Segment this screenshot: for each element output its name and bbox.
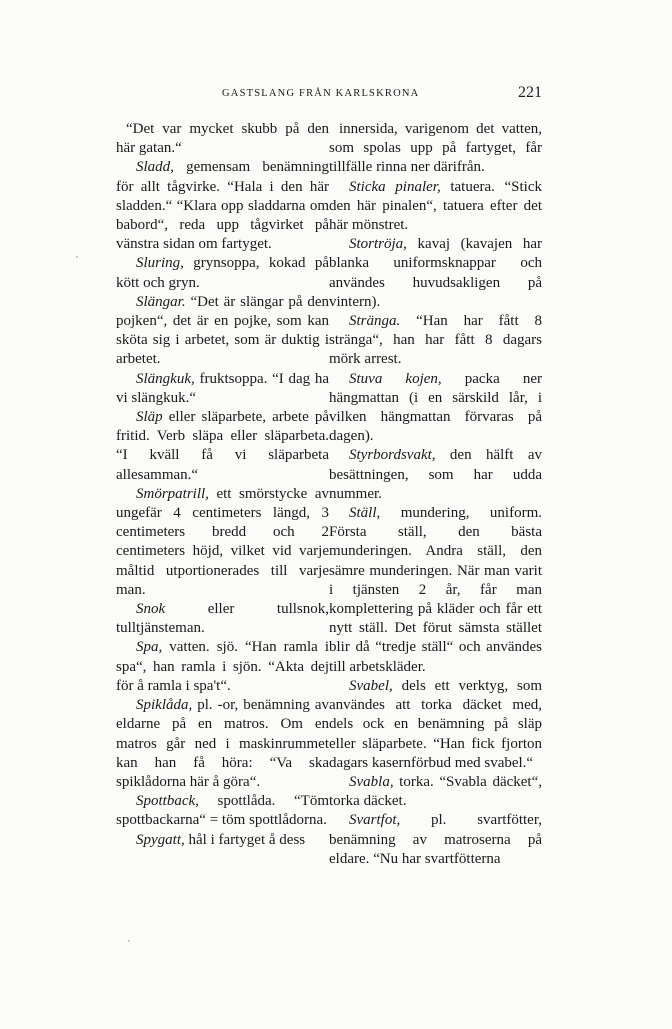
dictionary-entry: [329, 235, 542, 312]
entry-term: Styrbordsvakt,: [349, 447, 436, 464]
dictionary-entry: [116, 638, 329, 696]
entry-definition: “Det är slängar på den pojken“, det är en pojke, som kan sköta sig i arbetet, som är duktig i arbetet.: [116, 293, 329, 368]
dictionary-entry: [116, 792, 329, 830]
entry-definition: innersida, varigenom det vatten, som spolas upp på fartyget, får tillfälle rinna ner därifrån.: [329, 121, 542, 176]
scan-speck: [128, 940, 130, 942]
entry-definition: vatten. sjö. “Han ramla i spa“, han ramla i sjön. “Akta dej för å ramla i spa't“.: [116, 639, 329, 694]
entry-definition: “Han har fått 8 stränga“, han har fått 8 dagars mörk arrest.: [329, 313, 542, 368]
entry-term: Ställ,: [349, 505, 381, 522]
dictionary-entry: [116, 831, 329, 850]
entry-term: Släp: [136, 409, 163, 426]
entry-term: Spygatt,: [136, 831, 185, 848]
dictionary-entry: [116, 120, 329, 158]
dictionary-entry: [329, 504, 542, 677]
entry-definition: eller släparbete, arbete på fritid. Verb släpa eller släparbeta. “I kväll få vi släparbeta allesamman.“: [116, 409, 329, 483]
entry-definition: pl. svartfötter, benämning av matroserna på eldare. “Nu har svartfötterna: [329, 812, 542, 867]
entry-definition: hål i fartyget å dess: [184, 831, 306, 848]
dictionary-entry: [329, 811, 542, 869]
entry-definition: pl. -or, benämning av eldarne på en matros. Om en matros går ned i maskinrummet kan han få höra: “Va ska spiklådorna här å göra“.: [116, 697, 329, 790]
dictionary-entry: [329, 312, 542, 370]
entry-term: Stortröja,: [349, 236, 407, 253]
entry-term: Slängar.: [136, 293, 186, 310]
dictionary-entry: [116, 370, 329, 408]
running-header: [0, 84, 672, 108]
entry-definition: dels ett verktyg, som användes att torka däcket med, dels ock en benämning på släp eller släparbete. “Han fick fjorton dagars kasernförbud med svabel.“: [329, 677, 542, 771]
entry-term: Svabel,: [349, 677, 393, 694]
entry-definition: ett smörstycke av ungefär 4 centimeters längd, 3 centimeters bredd och 2 centimeters höjd, vilket vid varje måltid utportionerades till varje man.: [116, 485, 329, 598]
entry-definition: mundering, uniform. Första ställ, den bästa munderingen. Andra ställ, den sämre munderingen. När man varit i tjänsten 2 år, får man komplettering på kläder och får ett nytt ställ. Det förut sämsta stället blir då “tredje ställ“ och användes till arbetskläder.: [329, 505, 542, 675]
entry-definition: den hälft av besättningen, som har udda nummer.: [329, 447, 542, 502]
entry-term: Sladd,: [136, 159, 174, 176]
dictionary-entry: [116, 408, 329, 485]
dictionary-entry: [116, 485, 329, 600]
entry-term: Svabla,: [349, 773, 394, 790]
dictionary-entry: [116, 600, 329, 638]
entry-definition: packa ner hängmattan (i en särskild lår, i vilken hängmattan förvaras på dagen).: [329, 370, 542, 445]
entry-term: Stränga.: [349, 313, 401, 330]
entry-definition: fruktsoppa. “I dag ha vi slängkuk.“: [116, 370, 329, 406]
entry-definition: kavaj (kavajen har blanka uniformsknappar och användes huvudsakligen på vintern).: [329, 236, 542, 310]
entry-term: Stuva kojen,: [349, 370, 442, 387]
entry-term: Spa,: [136, 639, 163, 656]
entry-definition: torka. “Svabla däcket“, torka däcket.: [329, 773, 542, 810]
entry-term: Slängkuk,: [136, 370, 195, 387]
page-number: 221: [518, 84, 542, 101]
right-column: [329, 120, 542, 869]
entry-definition: “Det var mycket skubb på den här gatan.“: [116, 121, 329, 157]
left-column: [116, 120, 329, 850]
entry-definition: gemensam benämning för allt tågvirke. “Hala i den här sladden.“ “Klara opp sladdarna om babord“, reda upp tågvirket på vänstra sidan om fartyget.: [116, 159, 329, 253]
scan-speck: [76, 256, 78, 258]
dictionary-entry: [329, 178, 542, 236]
entry-definition: spottlåda. “Töm spottbackarna“ = töm spottlådorna.: [116, 793, 329, 829]
dictionary-entry: [329, 677, 542, 773]
dictionary-entry: [116, 696, 329, 792]
entry-definition: eller tullsnok, tulltjänsteman.: [116, 601, 329, 637]
entry-definition: grynsoppa, kokad på kött och gryn.: [116, 255, 329, 291]
entry-term: Spottback,: [136, 793, 199, 810]
dictionary-entry: [329, 773, 542, 811]
entry-term: Sluring,: [136, 255, 184, 272]
entry-term: Snok: [136, 601, 166, 618]
dictionary-entry: [116, 254, 329, 292]
entry-term: Smörpatrill,: [136, 485, 209, 502]
entry-term: Sticka pinaler,: [349, 178, 441, 195]
dictionary-entry: [329, 370, 542, 447]
entry-term: Spiklåda,: [136, 697, 193, 714]
entry-definition: tatuera. “Stick den här pinalen“, tatuera efter det här mönstret.: [329, 178, 542, 234]
dictionary-entry: [116, 293, 329, 370]
running-title: GASTSLANG FRÅN KARLSKRONA: [222, 88, 420, 99]
dictionary-entry: [329, 120, 542, 178]
dictionary-entry: [116, 158, 329, 254]
dictionary-entry: [329, 446, 542, 504]
entry-term: Svartfot,: [349, 812, 401, 829]
